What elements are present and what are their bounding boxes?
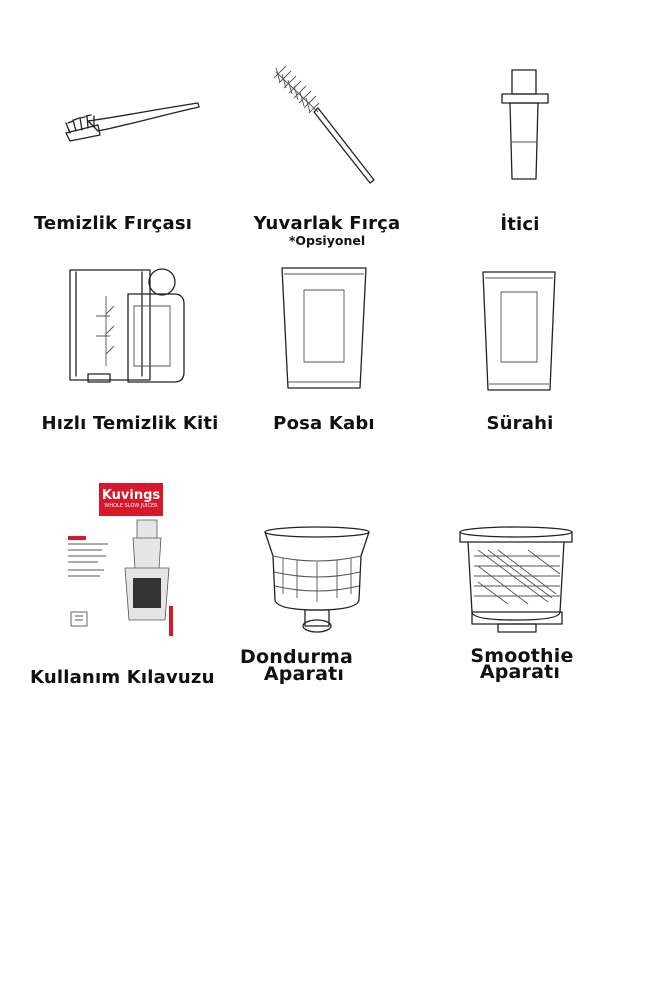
item-label-juice-cup: Sürahi [486,413,554,434]
item-label-pulp-container: Posa Kabı [273,413,375,434]
optional-note: *Opsiyonel [288,233,366,248]
ice-cream-strainer-icon [263,526,373,636]
item-label-user-manual: Kullanım Kılavuzu [30,667,215,688]
item-label-cleaning-brush: Temizlik Fırçası [33,213,193,234]
pusher-icon [500,68,550,183]
item-label-smoothie-strainer-line2: Aparatı [479,661,561,683]
item-label-smoothie-strainer-line1: Smoothie [470,645,574,667]
juice-cup-icon [481,268,559,394]
item-label-ice-cream-strainer-line1: Dondurma [240,646,354,668]
cleaning-brush-icon [58,95,203,145]
item-label-ice-cream-strainer-line2: Aparatı [263,663,345,685]
pulp-container-icon [280,264,370,394]
brand-logo: Kuvings WHOLE SLOW JUICER [99,483,163,516]
smoothie-strainer-icon [458,526,576,636]
user-manual-image [55,478,183,638]
item-label-pusher: İtici [500,214,540,235]
item-label-quick-clean-kit: Hızlı Temizlik Kiti [41,413,219,434]
item-label-round-brush: Yuvarlak Fırça [253,213,401,234]
round-brush-icon [270,64,380,186]
quick-clean-kit-icon [66,266,188,388]
